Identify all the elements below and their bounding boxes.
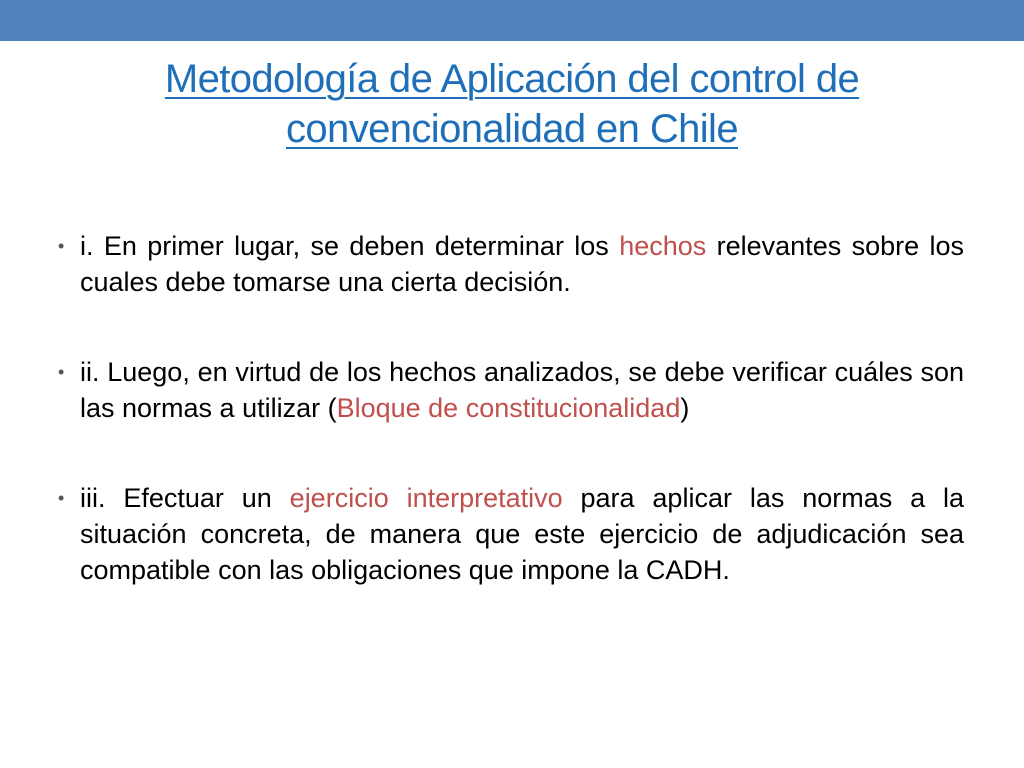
highlighted-term: Bloque de constitucionalidad <box>336 393 681 423</box>
bullet-dot-icon: • <box>58 236 65 256</box>
slide-title <box>60 54 964 154</box>
top-accent-bar <box>0 0 1024 41</box>
bullet-item-3 <box>58 480 964 588</box>
bullet-text: ) <box>680 393 690 423</box>
highlighted-term: hechos <box>619 231 707 261</box>
bullet-text: para aplicar las normas a la situación concreta, de manera que este ejercicio de adjudicación sea compatible con las obligaciones que impone la CADH. <box>80 483 964 585</box>
bullet-item-1 <box>58 228 964 300</box>
bullet-item-2 <box>58 354 964 426</box>
bullet-list <box>58 228 964 588</box>
bullet-dot-icon: • <box>58 488 65 508</box>
bullet-text: relevantes sobre los cuales debe tomarse una cierta decisión. <box>80 231 964 297</box>
highlighted-term: ejercicio interpretativo <box>289 483 563 513</box>
bullet-text: i. En primer lugar, se deben determinar los <box>80 231 620 261</box>
bullet-text: iii. Efectuar un <box>80 483 290 513</box>
title-line-2: convencionalidad en Chile <box>286 107 738 151</box>
bullet-dot-icon: • <box>58 362 65 382</box>
title-line-1: Metodología de Aplicación del control de <box>164 57 860 101</box>
bullet-text: ii. Luego, en virtud de los hechos analizados, se debe verificar cuáles son las normas a utilizar ( <box>80 357 964 423</box>
